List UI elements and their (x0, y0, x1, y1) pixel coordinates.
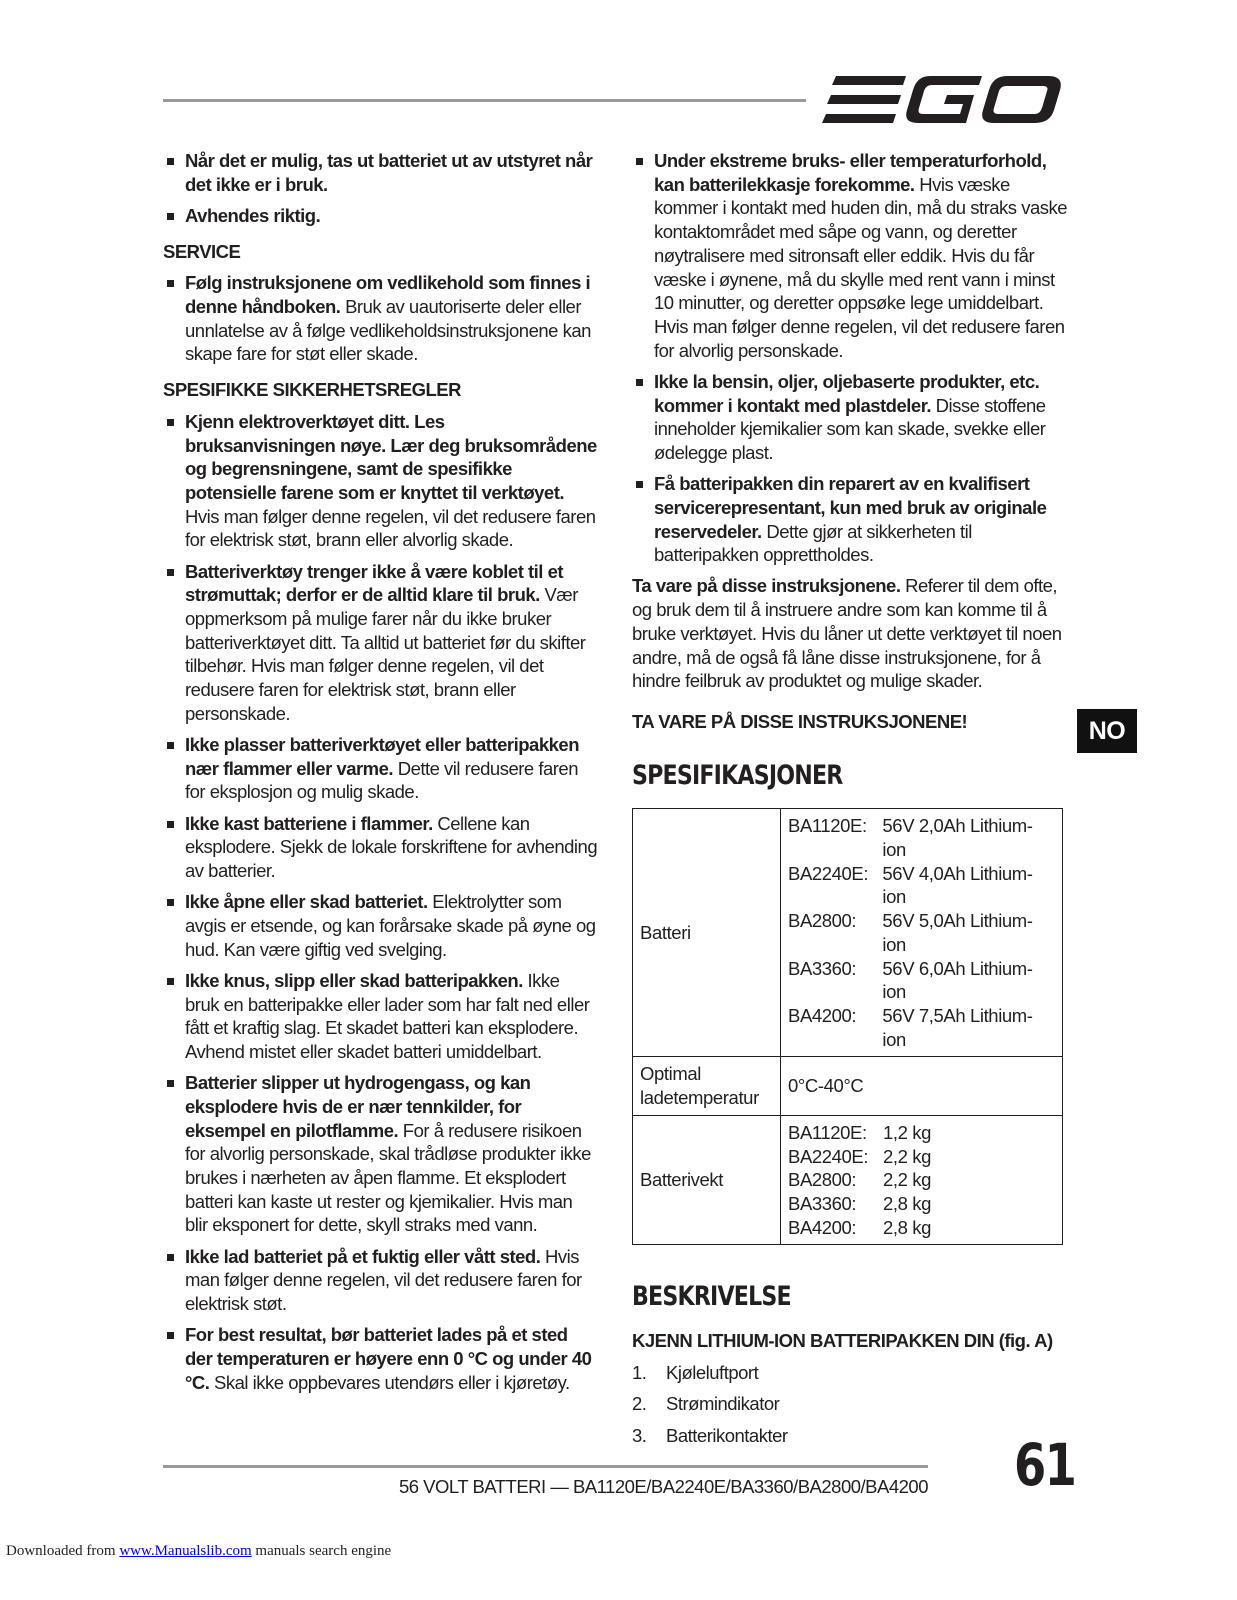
list-item (163, 271, 598, 366)
battery-row (788, 1004, 1055, 1051)
bullet-bold: Når det er mulig, tas ut batteriet ut av utstyret når det ikke er i bruk. (185, 150, 593, 195)
table-row (633, 1115, 1063, 1245)
spec-value: 1,2 kg (883, 1121, 931, 1143)
battery-row (788, 814, 1055, 861)
bullet-bold: Ikke lad batteriet på et fuktig eller vått sted. (185, 1245, 541, 1267)
bullet-bold: Kjenn elektroverktøyet ditt. Les bruksanvisningen nøye. Lær deg bruksområdene og begrensningene, samt de spesifikke potensielle farene som er knyttet til verktøyet. (185, 410, 597, 503)
bullet-text: Ikke bruk en batteripakke eller lader som har falt ned eller fått et kraftig slag. Et skadet batteri kan eksplodere. Avhend mistet eller skadet batteri umiddelbart. (185, 969, 590, 1062)
spec-value: 56V 7,5Ah Lithium-ion (882, 1005, 1033, 1050)
right-column (632, 149, 1072, 1456)
spec-value: 2,8 kg (883, 1216, 931, 1238)
spec-value: 56V 4,0Ah Lithium-ion (882, 862, 1033, 908)
specific-safety-heading: SPESIFIKKE SIKKERHETSREGLER (163, 379, 461, 401)
service-bullet-list (163, 271, 598, 366)
parts-list (632, 1361, 1072, 1448)
bullet-bold: Ikke åpne eller skad batteriet. (185, 891, 428, 913)
footer-title: 56 VOLT BATTERI — BA1120E/BA2240E/BA3360/BA2800/BA4200 (398, 1476, 928, 1497)
model: BA1120E: (788, 1121, 867, 1143)
temp-label-cell (633, 1057, 781, 1115)
bullet-text: For å redusere risikoen for alvorlig personskade, skal trådløse produkter ikke brukes i nærheten av åpen flamme. Et eksplodert batteri kan kaste ut rester og kjemikalier. Hvis man blir eksponert for dette, skyll straks med vann. (185, 1119, 591, 1236)
bullet-text: Hvis væske kommer i kontakt med huden din, må du straks vaske kontaktområdet med såpe og vann, og deretter nøytralisere med sitronsaft eller eddik. Hvis du får væske i øynene, må du skylle med rent vann i minst 10 minutter, og deretter oppsøke lege umiddelbart. Hvis man følger denne regelen, vil det redusere faren for alvorlig personskade. (654, 173, 1068, 361)
temp-value-cell: 0°C-40°C (781, 1057, 1063, 1115)
battery-values-cell (781, 809, 1063, 1057)
specific-bullet-list (163, 410, 598, 1394)
weight-row (788, 1145, 1055, 1169)
bullet-text: Hvis man følger denne regelen, vil det redusere faren for elektrisk støt, brann eller alvorlig skade. (185, 505, 596, 551)
list-item (632, 472, 1072, 567)
model: BA4200: (788, 1005, 857, 1026)
bullet-bold: Avhendes riktig. (185, 204, 321, 226)
item-number: 3. (632, 1425, 647, 1447)
keep-bold: Ta vare på disse instruksjonene. (632, 575, 901, 597)
model: BA2240E: (788, 1145, 869, 1167)
bullet-bold: Ikke knus, slipp eller skad batteripakken. (185, 969, 523, 991)
left-column (163, 149, 598, 1402)
specifications-table (632, 808, 1063, 1245)
bullet-text: Elektrolytter som avgis er etsende, og kan forårsake skade på øyne og hud. Kan være giftig ved svelging. (185, 891, 596, 960)
spec-value: 56V 5,0Ah Lithium-ion (882, 910, 1033, 955)
description-heading: BESKRIVELSE (632, 1281, 791, 1313)
model: BA3360: (788, 957, 857, 979)
bullet-text: Dette gjør at sikkerheten til batteripakken opprettholdes. (654, 520, 972, 566)
download-prefix: Downloaded from (6, 1543, 120, 1559)
list-item (163, 1245, 598, 1316)
weight-label-cell: Batterivekt (633, 1115, 781, 1245)
page-number: 61 (1014, 1431, 1076, 1499)
footer-rule (163, 1465, 928, 1468)
bullet-bold: Ikke la bensin, oljer, oljebaserte produkter, etc. kommer i kontakt med plastdeler. (654, 370, 1040, 416)
list-item (163, 410, 598, 552)
spec-value: 2,2 kg (883, 1169, 931, 1191)
language-tab: NO (1077, 709, 1137, 753)
table-row (633, 809, 1063, 1057)
model: BA2240E: (788, 862, 869, 884)
bullet-bold: Under ekstreme bruks- eller temperaturforhold, kan batterilekkasje forekomme. (654, 150, 1047, 195)
keep-instructions-paragraph (632, 574, 1072, 693)
model: BA1120E: (788, 815, 867, 837)
weight-row (788, 1168, 1055, 1192)
weight-row (788, 1216, 1055, 1240)
list-item (163, 1071, 598, 1237)
bullet-text: Cellene kan eksplodere. Sjekk de lokale forskriftene for avhending av batterier. (185, 812, 598, 881)
weight-row (788, 1192, 1055, 1216)
bullet-text: Dette vil redusere faren for eksplosjon og mulig skade. (185, 757, 578, 803)
bullet-bold: For best resultat, bør batteriet lades på et sted der temperaturen er høyere enn 0 °C og under 40 °C. (185, 1324, 592, 1393)
service-heading: SERVICE (163, 240, 241, 262)
weight-row (788, 1121, 1055, 1145)
item-label: Strømindikator (666, 1393, 780, 1415)
bullet-text: Disse stoffene inneholder kjemikalier som kan skade, svekke eller ødelegge plast. (654, 394, 1046, 463)
model: BA2800: (788, 1169, 857, 1191)
item-label: Batterikontakter (666, 1425, 788, 1447)
bullet-bold: Følg instruksjonene om vedlikehold som finnes i denne håndboken. (185, 272, 591, 318)
spec-value: 56V 2,0Ah Lithium-ion (882, 815, 1033, 861)
right-bullet-list (632, 149, 1072, 567)
intro-bullet-list (163, 149, 598, 228)
bullet-text: Skal ikke oppbevares utendørs eller i kjøretøy. (209, 1371, 570, 1393)
list-item (163, 149, 598, 196)
list-item (163, 560, 598, 726)
download-suffix: manuals search engine (251, 1543, 392, 1559)
bullet-bold: Ikke plasser batteriverktøyet eller batteripakken nær flammer eller varme. (185, 733, 580, 779)
spec-value: 2,8 kg (883, 1192, 931, 1214)
table-row (633, 1057, 1063, 1115)
bullet-text: Bruk av uautoriserte deler eller unnlatelse av å følge vedlikeholdsinstruksjonene kan skape fare for støt eller skade. (185, 296, 591, 365)
weight-values-cell (781, 1115, 1063, 1245)
battery-row (788, 957, 1055, 1004)
list-item (163, 1323, 598, 1394)
keep-text: Referer til dem ofte, og bruk dem til å instruere andre som kan komme til å bruke verktøyet. Hvis du låner ut dette verktøyet til noen andre, må de også få låne disse instruksjonene, for å hindre feilbruk av produktet og mulige skader. (632, 575, 1062, 692)
spec-value: 56V 6,0Ah Lithium-ion (882, 957, 1033, 1003)
model: BA3360: (788, 1192, 857, 1214)
bullet-bold: Batterier slipper ut hydrogengass, og kan eksplodere hvis de er nær tennkilder, for eksempel en pilotflamme. (185, 1072, 531, 1141)
list-item (163, 890, 598, 961)
download-note (6, 1543, 391, 1560)
list-item (163, 204, 598, 228)
spec-value: 2,2 kg (883, 1145, 931, 1167)
temp-label-line: Optimal (640, 1063, 701, 1085)
know-battery-heading: KJENN LITHIUM-ION BATTERIPAKKEN DIN (fig. A) (632, 1330, 1053, 1352)
bullet-text: Vær oppmerksom på mulige farer når du ikke bruker batteriverktøyet ditt. Ta alltid ut batteriet før du skifter tilbehør. Hvis man følger denne regelen, vil det redusere faren for elektrisk støt, brann eller personskade. (185, 584, 586, 724)
specifications-heading: SPESIFIKASJONER (632, 759, 843, 791)
model: BA4200: (788, 1216, 857, 1238)
list-item (163, 969, 598, 1064)
list-item (163, 812, 598, 883)
temp-label-line: ladetemperatur (640, 1087, 759, 1109)
bullet-bold: Få batteripakken din reparert av en kvalifisert servicerepresentant, kun med bruk av originale reservedeler. (654, 473, 1047, 542)
battery-row (788, 862, 1055, 909)
item-number: 2. (632, 1393, 647, 1415)
battery-row (788, 909, 1055, 956)
list-item (632, 149, 1072, 362)
list-item (632, 1424, 1072, 1448)
bullet-text: Hvis man følger denne regelen, vil det redusere faren for elektrisk støt. (185, 1245, 582, 1314)
item-label: Kjøleluftport (666, 1361, 759, 1383)
list-item (632, 1361, 1072, 1385)
list-item (163, 733, 598, 804)
header-rule (163, 99, 806, 102)
keep-instructions-heading: TA VARE PÅ DISSE INSTRUKSJONENE! (632, 710, 968, 732)
manualslib-link[interactable]: www.Manualslib.com (119, 1543, 252, 1559)
list-item (632, 370, 1072, 465)
battery-label-cell: Batteri (633, 809, 781, 1057)
ego-logo (822, 72, 1064, 128)
bullet-bold: Ikke kast batteriene i flammer. (185, 812, 433, 834)
item-number: 1. (632, 1361, 647, 1383)
list-item (632, 1392, 1072, 1416)
model: BA2800: (788, 910, 857, 932)
bullet-bold: Batteriverktøy trenger ikke å være koblet til et strømuttak; derfor er de alltid klare til bruk. (185, 560, 564, 606)
